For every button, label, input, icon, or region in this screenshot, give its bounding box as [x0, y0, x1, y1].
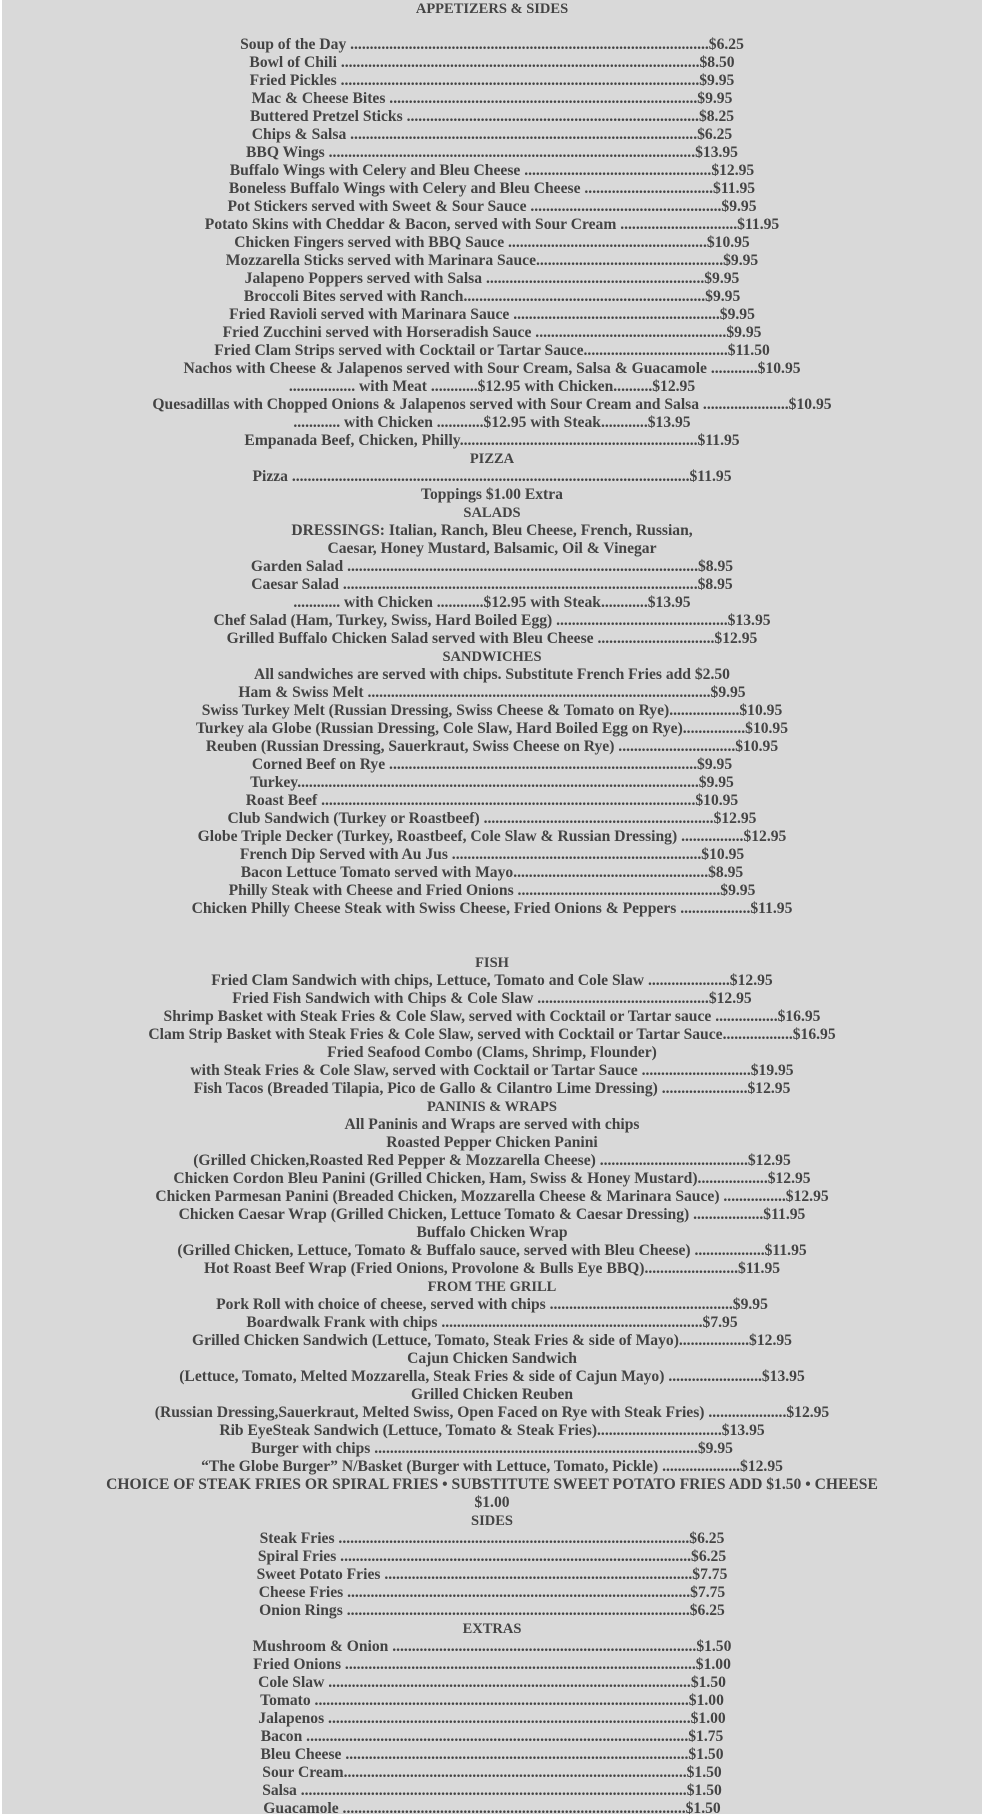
- menu-line: Buffalo Chicken Wrap: [416, 1224, 568, 1241]
- menu-line: Club Sandwich (Turkey or Roastbeef) ...........................................................$12.95: [227, 810, 757, 827]
- menu-line: Chicken Caesar Wrap (Grilled Chicken, Lettuce Tomato & Caesar Dressing) ..................$11.95: [178, 1206, 806, 1223]
- menu-line: Caesar, Honey Mustard, Balsamic, Oil & Vinegar: [327, 540, 657, 557]
- menu-line: Salsa ...................................................................................................$1.50: [262, 1782, 722, 1799]
- menu-line: Sweet Potato Fries ...............................................................................$7.75: [256, 1566, 728, 1583]
- menu-line: Bacon ..................................................................................................$1.75: [260, 1728, 724, 1745]
- menu-line: (Russian Dressing,Sauerkraut, Melted Swiss, Open Faced on Rye with Steak Fries) ....................$12.95: [154, 1404, 830, 1421]
- menu-line: Mozzarella Sticks served with Marinara Sauce................................................$9.95: [225, 252, 759, 269]
- menu-line: Pot Stickers served with Sweet & Sour Sauce .................................................$9.95: [227, 198, 757, 215]
- menu-line: Turkey.......................................................................................................$9.95: [250, 774, 734, 791]
- menu-line: ................. with Meat ............$12.95 with Chicken..........$12.95: [288, 378, 696, 395]
- menu-line: Quesadillas with Chopped Onions & Jalapenos served with Sour Cream and Salsa ......................$10.95: [152, 396, 832, 413]
- menu-line: Fried Onions ..........................................................................................$1.00: [253, 1656, 731, 1673]
- menu-line: Cajun Chicken Sandwich: [407, 1350, 577, 1367]
- menu-line: Cheese Fries ........................................................................................$7.75: [258, 1584, 726, 1601]
- section-heading: SANDWICHES: [442, 649, 542, 665]
- menu-line: Fried Clam Sandwich with chips, Lettuce, Tomato and Cole Slaw .....................$12.95: [211, 972, 773, 989]
- menu-line: Bowl of Chili ............................................................................................$8.50: [249, 54, 735, 71]
- menu-line: Fish Tacos (Breaded Tilapia, Pico de Gallo & Cilantro Lime Dressing) ......................$12.95: [193, 1080, 791, 1097]
- menu-line: All sandwiches are served with chips. Substitute French Fries add $2.50: [254, 666, 730, 683]
- menu-line: Globe Triple Decker (Turkey, Roastbeef, Cole Slaw & Russian Dressing) ................$12.95: [197, 828, 787, 845]
- menu-line: Swiss Turkey Melt (Russian Dressing, Swiss Cheese & Tomato on Rye)..................$10.95: [201, 702, 783, 719]
- menu-line: Chips & Salsa .........................................................................................$6.25: [251, 126, 733, 143]
- section-heading: PANINIS & WRAPS: [427, 1099, 557, 1115]
- menu-line: All Paninis and Wraps are served with chips: [344, 1116, 640, 1133]
- menu-line: Reuben (Russian Dressing, Sauerkraut, Swiss Cheese on Rye) ..............................$10.95: [205, 738, 779, 755]
- menu-line: Grilled Chicken Reuben: [410, 1386, 573, 1403]
- section-heading: APPETIZERS & SIDES: [415, 1, 569, 17]
- menu-line: Fried Zucchini served with Horseradish Sauce .................................................$9.95: [222, 324, 762, 341]
- menu-line: Burger with chips ...................................................................................$9.95: [251, 1440, 733, 1457]
- menu-line: Chicken Parmesan Panini (Breaded Chicken, Mozzarella Cheese & Marinara Sauce) ................$12.95: [155, 1188, 829, 1205]
- menu-line: Garden Salad ..........................................................................................$8.95: [250, 558, 734, 575]
- menu-line: Cole Slaw .............................................................................................$1.50: [258, 1674, 726, 1691]
- menu-line: (Lettuce, Tomato, Melted Mozzarella, Steak Fries & side of Cajun Mayo) ........................$13.95: [179, 1368, 805, 1385]
- menu-note: CHOICE OF STEAK FRIES OR SPIRAL FRIES • SUBSTITUTE SWEET POTATO FRIES ADD $1.50 • CHEESE $1.00: [106, 1476, 878, 1511]
- menu-line: Bacon Lettuce Tomato served with Mayo..................................................$8.95: [240, 864, 744, 881]
- blank-line: [2, 18, 982, 36]
- menu-line: Philly Steak with Cheese and Fried Onions ....................................................$9.95: [228, 882, 756, 899]
- menu-line: Fried Pickles ............................................................................................$9.95: [249, 72, 735, 89]
- menu-line: Empanada Beef, Chicken, Philly.............................................................$11.95: [244, 432, 740, 449]
- menu-line: Ham & Swiss Melt ........................................................................................$9.95: [238, 684, 746, 701]
- menu-line: Grilled Chicken Sandwich (Lettuce, Tomato, Steak Fries & side of Mayo)..................$12.95: [192, 1332, 792, 1349]
- menu-line: Boardwalk Frank with chips ...................................................................$7.95: [246, 1314, 738, 1331]
- menu-line: Tomato ................................................................................................$1.00: [260, 1692, 724, 1709]
- menu-line: Jalapenos .............................................................................................$1.00: [258, 1710, 726, 1727]
- menu-line: “The Globe Burger” N/Basket (Burger with Lettuce, Tomato, Pickle) ....................$12.95: [201, 1458, 783, 1475]
- section-heading: SALADS: [463, 505, 521, 521]
- menu-line: Chicken Philly Cheese Steak with Swiss Cheese, Fried Onions & Peppers ..................$11.95: [191, 900, 793, 917]
- menu-line: Buttered Pretzel Sticks ...........................................................................$8.25: [249, 108, 735, 125]
- section-heading: EXTRAS: [462, 1621, 522, 1637]
- menu-line: Boneless Buffalo Wings with Celery and Bleu Cheese .................................$11.95: [228, 180, 756, 197]
- menu-line: Clam Strip Basket with Steak Fries & Cole Slaw, served with Cocktail or Tartar Sauce..................$16.95: [148, 1026, 836, 1043]
- menu-line: Bleu Cheese ........................................................................................$1.50: [260, 1746, 724, 1763]
- menu-line: Steak Fries ..........................................................................................$6.25: [259, 1530, 725, 1547]
- menu-line: Onion Rings ........................................................................................$6.25: [259, 1602, 725, 1619]
- menu-line: French Dip Served with Au Jus ................................................................$10.95: [239, 846, 745, 863]
- menu-line: Sour Cream........................................................................................$1.50: [262, 1764, 722, 1781]
- menu-line: Corned Beef on Rye ...............................................................................$9.95: [251, 756, 733, 773]
- menu-line: Turkey ala Globe (Russian Dressing, Cole Slaw, Hard Boiled Egg on Rye)................$10.95: [195, 720, 789, 737]
- menu-line: Fried Clam Strips served with Cocktail or Tartar Sauce.....................................$11.50: [214, 342, 770, 359]
- menu-line: Jalapeno Poppers served with Salsa ........................................................$9.95: [244, 270, 740, 287]
- menu-line: Roast Beef ................................................................................................$10.95: [245, 792, 739, 809]
- section-heading: FISH: [475, 955, 509, 971]
- menu-line: Fried Ravioli served with Marinara Sauce .....................................................$9.95: [229, 306, 755, 323]
- menu-line: DRESSINGS: Italian, Ranch, Bleu Cheese, French, Russian,: [291, 522, 693, 539]
- menu-line: Guacamole ........................................................................................$1.50: [263, 1800, 721, 1814]
- section-spacer: [2, 918, 982, 954]
- menu-line: BBQ Wings ..............................................................................................$13.95: [246, 144, 738, 161]
- menu-line: (Grilled Chicken, Lettuce, Tomato & Buffalo sauce, served with Bleu Cheese) ..................$11.95: [177, 1242, 807, 1259]
- menu-line: Buffalo Wings with Celery and Bleu Cheese ................................................$12.95: [229, 162, 755, 179]
- menu-line: with Steak Fries & Cole Slaw, served with Cocktail or Tartar Sauce ............................$19.95: [190, 1062, 794, 1079]
- menu-line: Pork Roll with choice of cheese, served with chips ...............................................$9.95: [216, 1296, 768, 1313]
- menu-line: Toppings $1.00 Extra: [421, 486, 563, 503]
- menu-line: Spiral Fries ..........................................................................................$6.25: [257, 1548, 727, 1565]
- menu-line: Grilled Buffalo Chicken Salad served with Bleu Cheese ..............................$12.95: [226, 630, 758, 647]
- menu-line: ............ with Chicken ............$12.95 with Steak............$13.95: [293, 594, 691, 611]
- menu-line: Broccoli Bites served with Ranch..............................................................$9.95: [243, 288, 741, 305]
- menu-line: Fried Seafood Combo (Clams, Shrimp, Flounder): [327, 1044, 657, 1061]
- menu-line: ............ with Chicken ............$12.95 with Steak............$13.95: [293, 414, 691, 431]
- menu-line: Nachos with Cheese & Jalapenos served with Sour Cream, Salsa & Guacamole ............$10.95: [183, 360, 801, 377]
- menu-document: [2, 0, 982, 1814]
- menu-line: Caesar Salad ...........................................................................................$8.95: [251, 576, 733, 593]
- menu-line: Rib EyeSteak Sandwich (Lettuce, Tomato & Steak Fries)................................$13.95: [219, 1422, 765, 1439]
- menu-line: Chef Salad (Ham, Turkey, Swiss, Hard Boiled Egg) ............................................$13.95: [213, 612, 771, 629]
- menu-line: Hot Roast Beef Wrap (Fried Onions, Provolone & Bulls Eye BBQ)........................$11.95: [203, 1260, 781, 1277]
- menu-line: Mushroom & Onion ..............................................................................$1.50: [252, 1638, 732, 1655]
- section-heading: FROM THE GRILL: [427, 1279, 557, 1295]
- menu-line: Chicken Fingers served with BBQ Sauce ...................................................$10.95: [234, 234, 750, 251]
- menu-line: Shrimp Basket with Steak Fries & Cole Slaw, served with Cocktail or Tartar sauce ................$16.95: [163, 1008, 821, 1025]
- section-heading: PIZZA: [469, 451, 515, 467]
- menu-line: Potato Skins with Cheddar & Bacon, served with Sour Cream ..............................$11.95: [204, 216, 780, 233]
- section-heading: SIDES: [471, 1513, 513, 1529]
- menu-line: Pizza ......................................................................................................$11.95: [252, 468, 732, 485]
- menu-line: Chicken Cordon Bleu Panini (Grilled Chicken, Ham, Swiss & Honey Mustard)..................$12.95: [173, 1170, 811, 1187]
- menu-line: Fried Fish Sandwich with Chips & Cole Slaw ............................................$12.95: [232, 990, 752, 1007]
- menu-line: Roasted Pepper Chicken Panini: [386, 1134, 598, 1151]
- menu-line: Mac & Cheese Bites ...............................................................................$9.95: [251, 90, 733, 107]
- menu-line: Soup of the Day ............................................................................................$6.25: [240, 36, 744, 53]
- menu-line: (Grilled Chicken,Roasted Red Pepper & Mozzarella Cheese) ......................................$12.95: [193, 1152, 791, 1169]
